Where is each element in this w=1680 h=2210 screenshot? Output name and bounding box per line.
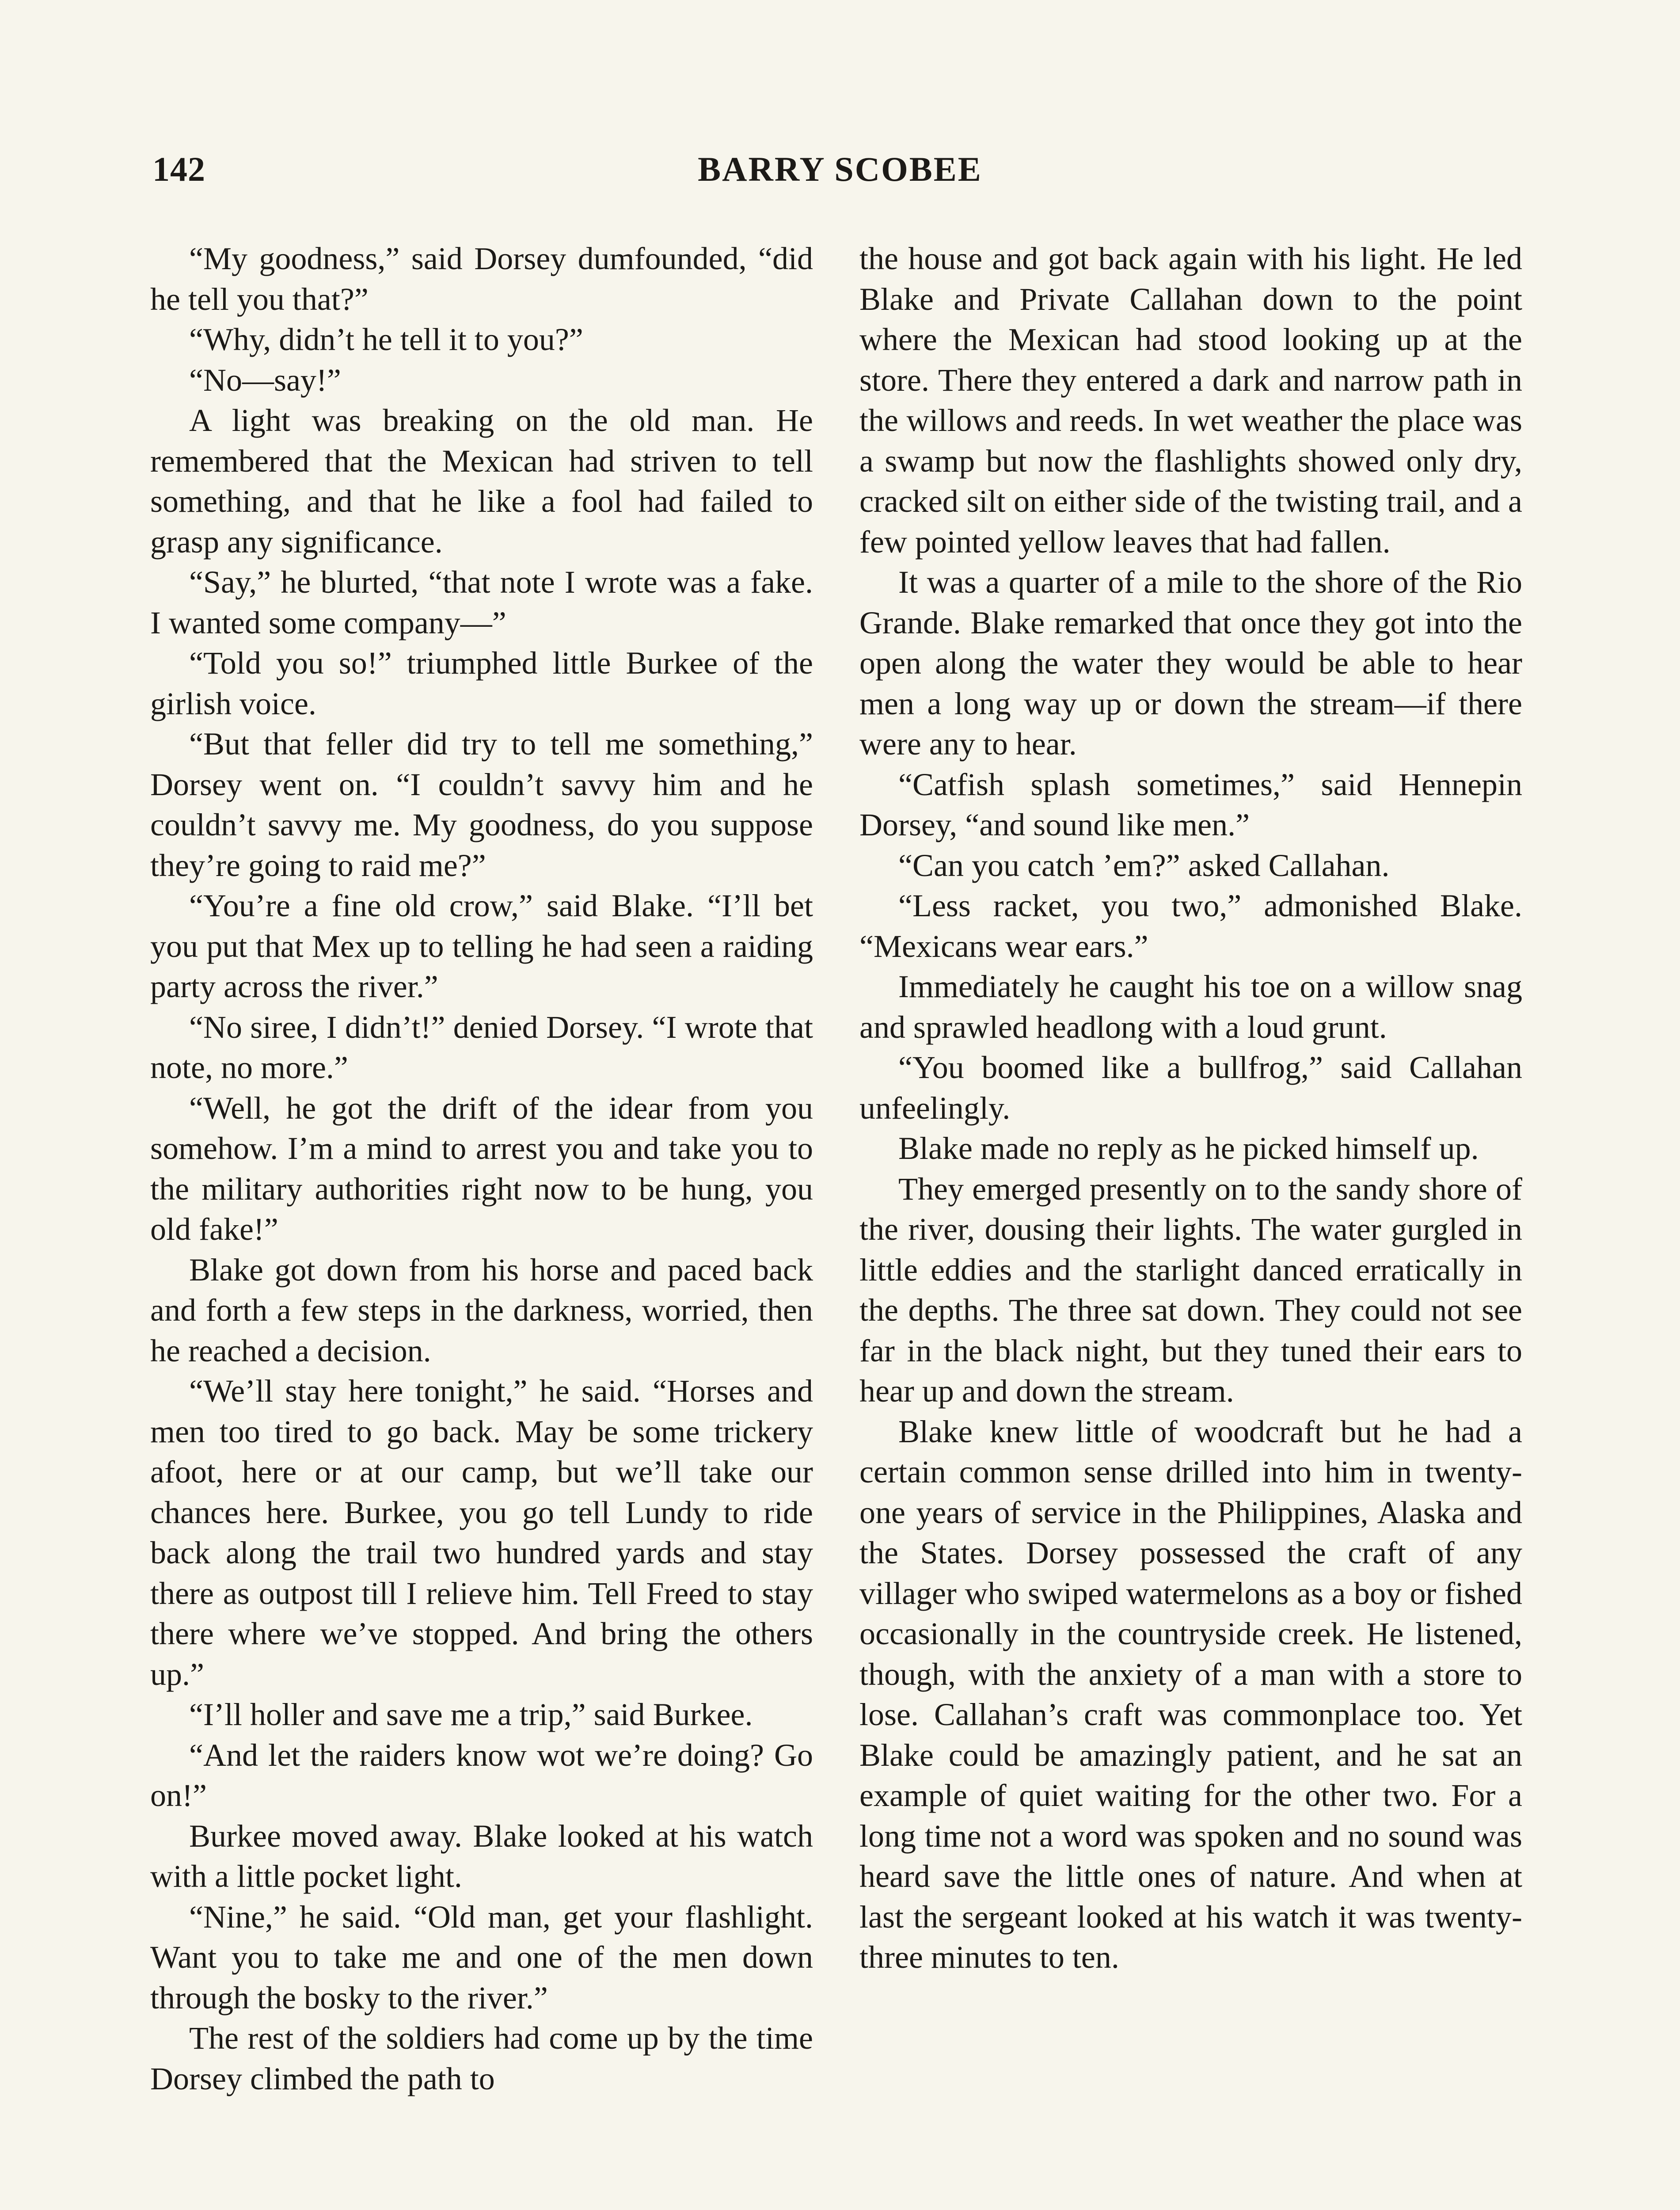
paragraph: “Less racket, you two,” admonished Blake. “Mexicans wear ears.” <box>859 888 1522 964</box>
right-column <box>859 239 1522 1978</box>
paragraph: “And let the raiders know wot we’re doing? Go on!” <box>150 1737 813 1813</box>
paragraph: “Catfish splash sometimes,” said Hennepin Dorsey, “and sound like men.” <box>859 766 1522 842</box>
paragraph: “I’ll holler and save me a trip,” said Burkee. <box>189 1697 753 1732</box>
paragraph: “Can you catch ’em?” asked Callahan. <box>898 847 1390 883</box>
paragraph: “You boomed like a bullfrog,” said Callahan unfeelingly. <box>859 1050 1522 1126</box>
paragraph: “My goodness,” said Dorsey dumfounded, “did he tell you that?” <box>150 241 813 317</box>
paragraph: “No—say!” <box>189 362 341 398</box>
paragraph: “Well, he got the drift of the idear from you somehow. I’m a mind to arrest you and take you to the military authorities right now to be hung, you old fake!” <box>150 1090 813 1247</box>
paragraph: “You’re a fine old crow,” said Blake. “I’ll bet you put that Mex up to telling he had seen a raiding party across the river.” <box>150 888 813 1004</box>
paragraph: The rest of the soldiers had come up by the time Dorsey climbed the path to <box>150 2020 813 2096</box>
paragraph: “But that feller did try to tell me something,” Dorsey went on. “I couldn’t savvy him and he couldn’t savvy me. My goodness, do you suppose they’re going to raid me?” <box>150 726 813 883</box>
paragraph: Immediately he caught his toe on a willow snag and sprawled headlong with a loud grunt. <box>859 969 1522 1045</box>
paragraph: “Nine,” he said. “Old man, get your flashlight. Want you to take me and one of the men down through the bosky to the river.” <box>150 1899 813 2016</box>
left-column <box>150 239 813 2099</box>
paragraph: A light was breaking on the old man. He remembered that the Mexican had striven to tell something, and that he like a fool had failed to grasp any significance. <box>150 403 813 560</box>
paragraph: “Say,” he blurted, “that note I wrote was a fake. I wanted some company—” <box>150 564 813 640</box>
paragraph: Blake got down from his horse and paced back and forth a few steps in the darkness, worried, then he reached a decision. <box>150 1252 813 1368</box>
running-head: BARRY SCOBEE <box>698 150 982 188</box>
paragraph: It was a quarter of a mile to the shore of the Rio Grande. Blake remarked that once they got into the open along the water they would be able to hear men a long way up or down the stream—if there were any to hear. <box>859 564 1522 762</box>
paragraph: They emerged presently on to the sandy shore of the river, dousing their lights. The water gurgled in little eddies and the starlight danced erratically in the depths. The three sat down. They could not see far in the black night, but they tuned their ears to hear up and down the stream. <box>859 1171 1522 1409</box>
paragraph: Burkee moved away. Blake looked at his watch with a little pocket light. <box>150 1818 813 1894</box>
paragraph-continued: the house and got back again with his light. He led Blake and Private Callahan down to the point where the Mexican had stood looking up at the store. There they entered a dark and narrow path in the willows and reeds. In wet weather the place was a swamp but now the flashlights showed only dry, cracked silt on either side of the twisting trail, and a few pointed yellow leaves that had fallen. <box>859 241 1522 560</box>
paragraph: “Why, didn’t he tell it to you?” <box>189 322 583 357</box>
paragraph: “No siree, I didn’t!” denied Dorsey. “I wrote that note, no more.” <box>150 1009 813 1085</box>
paragraph: “We’ll stay here tonight,” he said. “Horses and men too tired to go back. May be some trickery afoot, here or at our camp, but we’ll take our chances here. Burkee, you go tell Lundy to ride back along the trail two hundred yards and stay there as outpost till I relieve him. Tell Freed to stay there where we’ve stopped. And bring the others up.” <box>150 1373 813 1692</box>
page-number: 142 <box>152 150 205 188</box>
paragraph: Blake made no reply as he picked himself up. <box>898 1131 1479 1166</box>
paragraph: Blake knew little of woodcraft but he had a certain common sense drilled into him in twenty-one years of service in the Philippines, Alaska and the States. Dorsey possessed the craft of any villager who swiped watermelons as a boy or fished occasionally in the countryside creek. He listened, though, with the anxiety of a man with a store to lose. Callahan’s craft was commonplace too. Yet Blake could be amazingly patient, and he sat an example of quiet waiting for the other two. For a long time not a word was spoken and no sound was heard save the little ones of nature. And when at last the sergeant looked at his watch it was twenty-three minutes to ten. <box>859 1414 1522 1975</box>
paragraph: “Told you so!” triumphed little Burkee of the girlish voice. <box>150 645 813 721</box>
